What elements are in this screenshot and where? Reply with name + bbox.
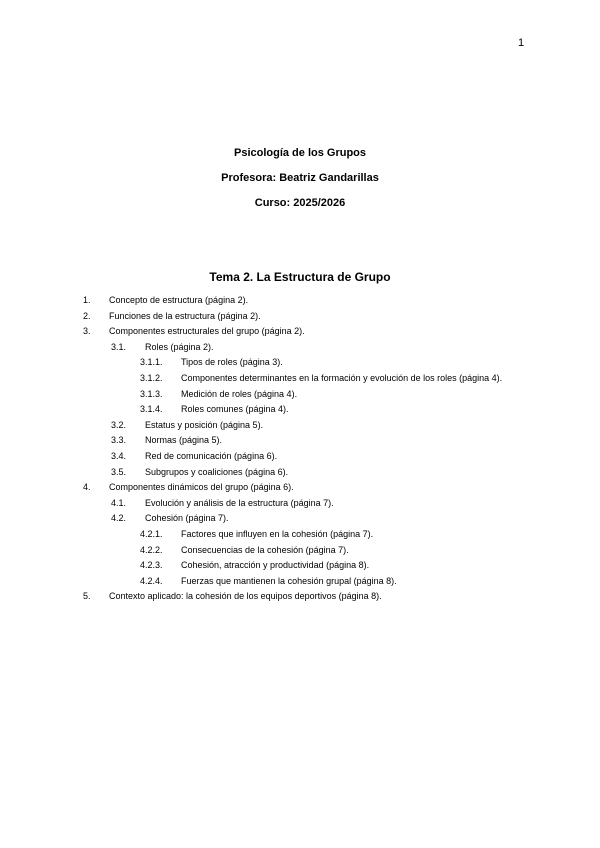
toc-item-number: 3.1.3. [140,388,163,399]
toc-item [0,324,600,340]
toc-item-text: Roles (página 2). [145,341,214,352]
toc-item-text: Subgrupos y coaliciones (página 6). [145,466,289,477]
toc-item-text: Red de comunicación (página 6). [145,450,278,461]
toc-item-text: Tipos de roles (página 3). [181,357,283,368]
toc-item-number: 3.5. [111,466,127,477]
course-title: Psicología de los Grupos [233,147,367,159]
unit-title: Tema 2. La Estructura de Grupo [209,270,391,284]
toc-item-number: 1. [83,295,91,305]
teacher-name: Profesora: Beatriz Gandarillas [221,172,379,184]
toc-item [0,371,600,387]
toc-item-text: Cohesión, atracción y productividad (página 8). [181,560,370,571]
toc-item [0,465,600,481]
toc-item-number: 3.2. [111,419,127,430]
toc-item-text: Estatus y posición (página 5). [145,419,264,430]
toc-item [0,589,600,605]
toc-item-text: Normas (página 5). [145,435,223,446]
toc-item [0,574,600,590]
page-number: 1 [518,37,525,49]
toc-item-number: 3.1.4. [140,404,163,415]
toc-item-text: Medición de roles (página 4). [181,388,298,399]
toc-item-text: Contexto aplicado: la cohesión de los equipos deportivos (página 8). [109,591,382,602]
toc-item-text: Consecuencias de la cohesión (página 7). [181,544,349,555]
toc-item [0,449,600,465]
toc-item [0,293,600,309]
toc-item-number: 4.2.4. [140,575,163,586]
toc-item [0,387,600,403]
toc-item-number: 4.2.1. [140,528,163,539]
toc-item-number: 4.1. [111,497,127,508]
toc-item-number: 4.2.2. [140,544,163,555]
toc-item [0,355,600,371]
toc-item [0,418,600,434]
table-of-contents [0,293,600,605]
toc-item [0,527,600,543]
toc-item [0,480,600,496]
toc-item-text: Funciones de la estructura (página 2). [109,310,261,321]
toc-item [0,511,600,527]
toc-item-text: Concepto de estructura (página 2). [109,295,249,305]
toc-item-number: 3. [83,326,91,337]
toc-item-number: 2. [83,310,91,321]
toc-item-text: Factores que influyen en la cohesión (página 7). [181,528,374,539]
toc-item-text: Fuerzas que mantienen la cohesión grupal (página 8). [181,575,397,586]
toc-item [0,433,600,449]
toc-item [0,496,600,512]
toc-item [0,558,600,574]
toc-item-text: Componentes determinantes en la formación y evolución de los roles (página 4). [181,372,503,383]
toc-item [0,402,600,418]
toc-item [0,309,600,325]
toc-item-number: 4. [83,482,91,493]
toc-item [0,543,600,559]
toc-item-text: Componentes dinámicos del grupo (página 6). [109,482,294,493]
toc-item-number: 4.2. [111,513,127,524]
toc-item-number: 3.1. [111,341,127,352]
toc-item-number: 3.4. [111,450,127,461]
toc-item [0,340,600,356]
toc-item-number: 5. [83,591,91,602]
toc-item-text: Cohesión (página 7). [145,513,229,524]
toc-item-number: 3.1.2. [140,372,163,383]
toc-item-number: 3.3. [111,435,127,446]
toc-item-text: Componentes estructurales del grupo (página 2). [109,326,305,337]
toc-item-number: 4.2.3. [140,560,163,571]
toc-item-number: 3.1.1. [140,357,163,368]
academic-year: Curso: 2025/2026 [254,197,346,209]
toc-item-text: Evolución y análisis de la estructura (página 7). [145,497,334,508]
toc-item-text: Roles comunes (página 4). [181,404,289,415]
